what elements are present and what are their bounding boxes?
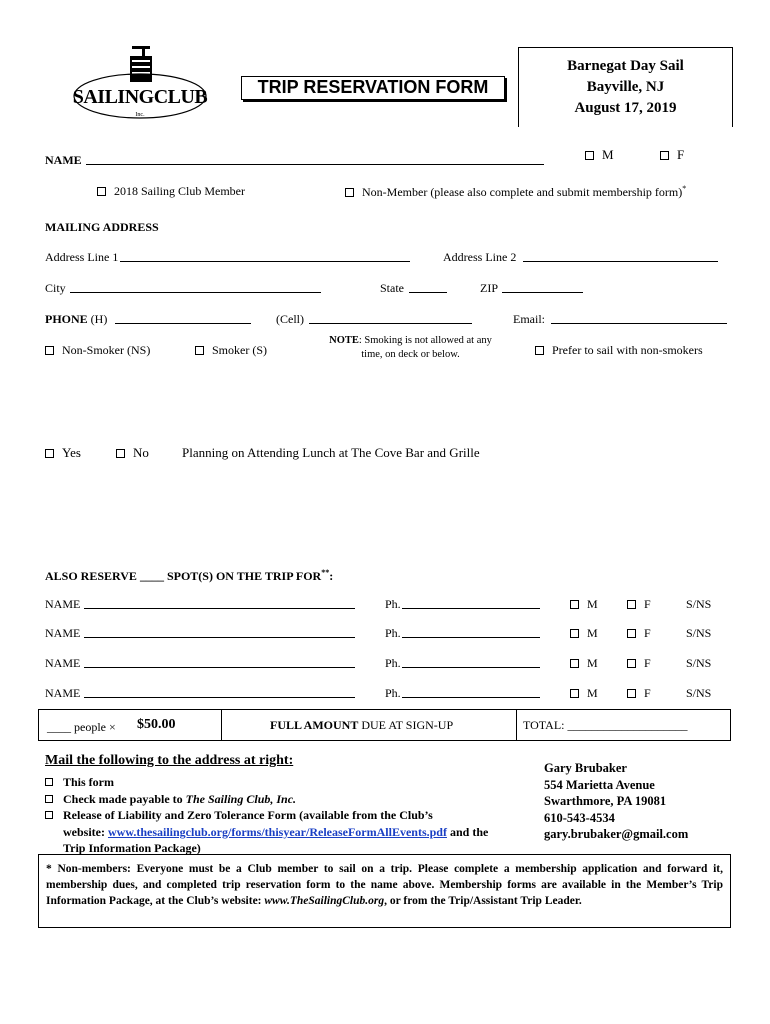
svg-text:Inc.: Inc. — [135, 112, 145, 118]
guest-phone-label: Ph. — [385, 597, 401, 611]
event-name: Barnegat Day Sail — [567, 58, 684, 74]
form-title: TRIP RESERVATION FORM — [241, 76, 505, 100]
guest-m-option[interactable]: M — [570, 597, 598, 612]
email-field[interactable] — [551, 323, 727, 324]
checkbox[interactable] — [570, 659, 579, 668]
guest-phone-field[interactable] — [402, 667, 540, 668]
nonsmoker-option[interactable]: Non-Smoker (NS) — [45, 343, 150, 358]
guest-f-option[interactable]: F — [627, 656, 651, 671]
guest-phone-label: Ph. — [385, 686, 401, 700]
totals-box — [38, 709, 731, 741]
member-option[interactable]: 2018 Sailing Club Member — [97, 184, 245, 199]
prefer-nonsmokers-option[interactable]: Prefer to sail with non-smokers — [535, 343, 703, 358]
guest-phone-field[interactable] — [402, 637, 540, 638]
full-amount-label: FULL AMOUNT — [270, 718, 359, 732]
guest-name-field[interactable] — [84, 697, 355, 698]
people-cell — [39, 710, 222, 740]
guest-f-option[interactable]: F — [627, 686, 651, 701]
total-label: TOTAL: ____________________ — [523, 718, 688, 732]
mailing-address-heading: MAILING ADDRESS — [45, 220, 159, 234]
address-line2-label: Address Line 2 — [443, 250, 517, 264]
checkbox[interactable] — [45, 778, 53, 786]
lunch-question: Planning on Attending Lunch at The Cove Bar and Grille — [182, 445, 480, 460]
mail-item-release: Release of Liability and Zero Tolerance Form (available from the Club’s website: www.thesailingclub.org/forms/thisyear/ReleaseFormAllEvents.pdf and the Trip Information Package) — [45, 807, 535, 857]
mailing-address-block — [544, 760, 688, 843]
contact-email[interactable]: gary.brubaker@gmail.com — [544, 827, 689, 841]
guest-m-option[interactable]: M — [570, 686, 598, 701]
gender-f-option[interactable]: F — [660, 147, 684, 163]
lunch-yes-option[interactable]: Yes — [45, 445, 81, 461]
state-label: State — [380, 281, 404, 295]
guest-name-field[interactable] — [84, 608, 355, 609]
guest-name-field[interactable] — [84, 637, 355, 638]
mail-list — [45, 774, 535, 857]
release-form-link[interactable]: www.thesailingclub.org/forms/thisyear/ReleaseFormAllEvents.pdf — [108, 824, 447, 839]
checkbox[interactable] — [45, 346, 54, 355]
checkbox[interactable] — [116, 449, 125, 458]
email-label: Email: — [513, 312, 545, 326]
address-line2-field[interactable] — [523, 261, 718, 262]
total-cell[interactable] — [517, 710, 730, 740]
guest-name-label: NAME — [45, 656, 81, 670]
name-field[interactable] — [86, 164, 544, 165]
address-line1-field[interactable] — [120, 261, 410, 262]
name-label: NAME — [45, 153, 82, 167]
mail-item-check: Check made payable to The Sailing Club, Inc. — [45, 791, 535, 808]
guest-phone-label: Ph. — [385, 656, 401, 670]
guest-m-option[interactable]: M — [570, 626, 598, 641]
checkbox[interactable] — [570, 689, 579, 698]
checkbox[interactable] — [45, 811, 53, 819]
state-field[interactable] — [409, 292, 447, 293]
checkbox[interactable] — [345, 188, 354, 197]
phone-cell-label: (Cell) — [276, 312, 304, 326]
club-website[interactable]: www.TheSailingClub.org — [264, 895, 385, 907]
checkbox[interactable] — [585, 151, 594, 160]
checkbox[interactable] — [45, 795, 53, 803]
city-field[interactable] — [70, 292, 321, 293]
guest-name-label: NAME — [45, 597, 81, 611]
guest-sns-label: S/NS — [686, 656, 712, 670]
checkbox[interactable] — [627, 600, 636, 609]
guest-name-label: NAME — [45, 686, 81, 700]
checkbox[interactable] — [97, 187, 106, 196]
due-label: DUE AT SIGN-UP — [358, 718, 454, 732]
mail-item-form: This form — [45, 774, 535, 791]
zip-label: ZIP — [480, 281, 498, 295]
sailing-club-logo — [70, 44, 210, 124]
city-label: City — [45, 281, 66, 295]
lunch-no-option[interactable]: No — [116, 445, 149, 461]
also-reserve-heading: ALSO RESERVE ____ SPOT(S) ON THE TRIP FOR**: — [45, 568, 334, 583]
contact-city: Swarthmore, PA 19081 — [544, 794, 667, 808]
contact-phone: 610-543-4534 — [544, 810, 615, 825]
guest-phone-label: Ph. — [385, 626, 401, 640]
event-date: August 17, 2019 — [574, 100, 677, 116]
gender-m-option[interactable]: M — [585, 147, 614, 163]
guest-sns-label: S/NS — [686, 597, 712, 611]
phone-home-label: PHONE (H) — [45, 312, 108, 326]
guest-phone-field[interactable] — [402, 608, 540, 609]
checkbox[interactable] — [627, 629, 636, 638]
guest-name-label: NAME — [45, 626, 81, 640]
contact-street: 554 Marietta Avenue — [544, 777, 655, 792]
nonmember-footnote: * Non-members: Everyone must be a Club member to sail on a trip. Please complete a membership application and forward it, membership dues, and completed trip reservation form to the name above. Membership forms are available in the Member’s Trip Information Package, at the Club’s website: www.TheSailingClub.org, or from the Trip/Assistant Trip Leader. — [38, 854, 731, 928]
people-count[interactable]: ____ people × — [47, 720, 116, 734]
checkbox[interactable] — [627, 689, 636, 698]
checkbox[interactable] — [570, 600, 579, 609]
guest-sns-label: S/NS — [686, 686, 712, 700]
contact-name: Gary Brubaker — [544, 761, 627, 775]
smoker-option[interactable]: Smoker (S) — [195, 343, 267, 358]
guest-m-option[interactable]: M — [570, 656, 598, 671]
guest-sns-label: S/NS — [686, 626, 712, 640]
guest-f-option[interactable]: F — [627, 597, 651, 612]
event-info — [518, 47, 733, 127]
checkbox[interactable] — [570, 629, 579, 638]
nonmember-option[interactable]: Non-Member (please also complete and submit membership form)* — [345, 184, 686, 200]
smoking-note: NOTE: Smoking is not allowed at any time, on deck or below. — [329, 335, 492, 360]
phone-cell-field[interactable] — [309, 323, 472, 324]
price-per-person: $50.00 — [137, 717, 176, 732]
checkbox[interactable] — [660, 151, 669, 160]
event-location: Bayville, NJ — [586, 79, 665, 95]
phone-home-field[interactable] — [115, 323, 251, 324]
address-line1-label: Address Line 1 — [45, 250, 119, 264]
checkbox[interactable] — [195, 346, 204, 355]
checkbox[interactable] — [45, 449, 54, 458]
checkbox[interactable] — [535, 346, 544, 355]
guest-f-option[interactable]: F — [627, 626, 651, 641]
guest-name-field[interactable] — [84, 667, 355, 668]
mail-heading: Mail the following to the address at right: — [45, 753, 294, 768]
zip-field[interactable] — [502, 292, 583, 293]
full-amount-cell — [222, 710, 517, 740]
checkbox[interactable] — [627, 659, 636, 668]
svg-text:SAILINGCLUB: SAILINGCLUB — [72, 86, 208, 108]
guest-phone-field[interactable] — [402, 697, 540, 698]
